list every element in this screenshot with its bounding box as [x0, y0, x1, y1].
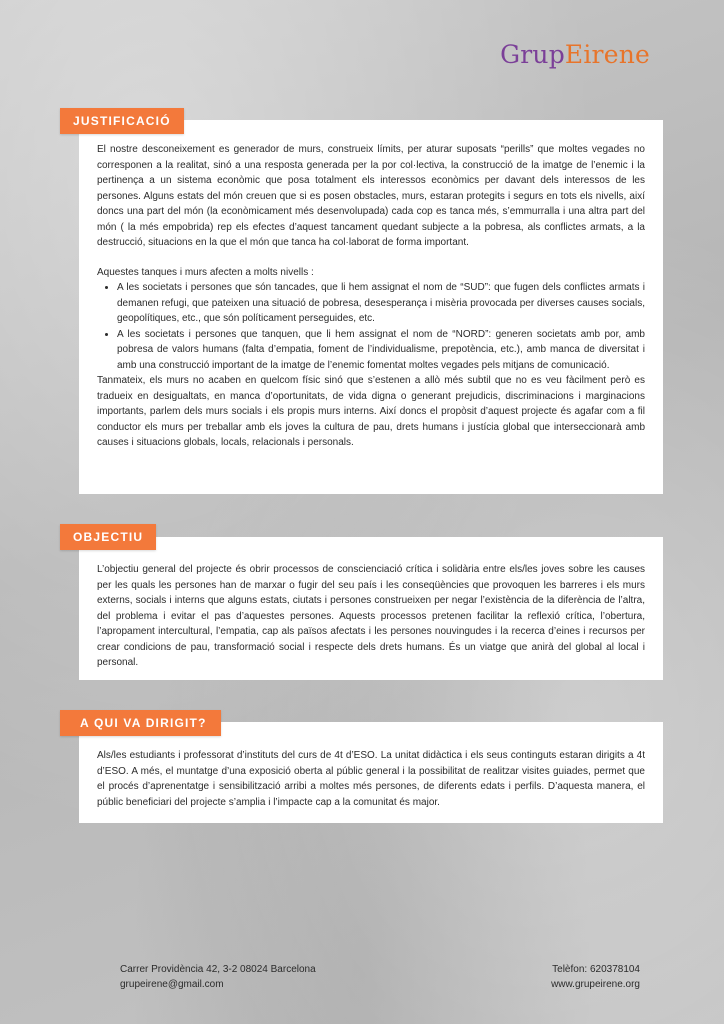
section-card-justificacio: [79, 120, 663, 494]
footer-address: Carrer Providència 42, 3-2 08024 Barcelona: [120, 964, 316, 975]
justificacio-paragraph-1: El nostre desconeixement es generador de murs, construeix límits, per aturar suposats “perills” que moltes vegades no corresponen a la realitat, sinó a una resposta generada per la por col·lectiva, la construcció de la imatge de l’enemic i la pertinença a un sistema econòmic que posa totalment els interessos econòmics per davant dels interessos de les persones. Alguns estats del món creuen que si es posen obstacles, murs, estaran protegits i segurs en tots els nivells, així doncs una part del món (la econòmicament més desenvolupada) cada cop es tanca més, s’emmurralla i una altra part del món ( la més empobrida) rep els efectes d’aquest tancament quedant subjecte a la pobresa, als conflictes armats, a la destrucció, situacions en la que el món que tanca ha col·laborat de forma important.: [97, 144, 645, 248]
logo-eirene-text: Eirene: [564, 40, 650, 69]
footer-email: grupeirene@gmail.com: [120, 979, 224, 990]
grup-eirene-logo: [500, 40, 650, 69]
list-item: • A les societats i persones que tanquen, que li hem assignat el nom de “NORD”: generen societats amb por, amb pobresa de valors humans (falta d’empatia, foment de l’individualisme, prepotència, etc.), amb manca de diversitat i amb una construcció important de la imatge de l’enemic fomentat moltes vegades pels mitjans de comunicació.: [117, 327, 645, 374]
section-label-a-qui-va-dirigit: A QUI VA DIRIGIT?: [60, 710, 221, 736]
objectiu-paragraph: L’objectiu general del projecte és obrir processos de conscienciació crítica i solidària entre els/les joves sobre les causes per les quals les persones han de marxar o fugir del seu país i les conseqüències que provoquen les barreres i els murs externs, socials i interns que alguns estats, ciutats i persones construeixen per negar l’existència de la diferència de l’altra, del problema i evitar el pas d’aquestes persones. Aquests processos pretenen facilitar la reflexió crítica, l’obertura, l’apropament intercultural, l’empatia, cap als països afectats i les persones nouvingudes i la recerca d’eines i recursos per crear condicions de pau, transformació social i respecte dels drets humans. És un viatge que anirà del global al local i personal.: [97, 564, 645, 668]
section-card-a-qui-va-dirigit: [79, 722, 663, 823]
a-qui-va-dirigit-paragraph: Als/les estudiants i professorat d’instituts del curs de 4t d’ESO. La unitat didàctica i els seus continguts estaran dirigits a 4t d’ESO. A més, el muntatge d’una exposició oberta al públic general i la possibilitat de realitzar visites guiades, permet que el procés d’aprenentatge i sensibilització arribi a moltes més persones, de diferents edats i perfils. D’aquesta manera, el públic beneficiari del projecte s’amplia i l’impacte cap a la comunitat és major.: [97, 750, 645, 808]
section-label-objectiu: OBJECTIU: [60, 524, 156, 550]
justificacio-paragraph-3: Tanmateix, els murs no acaben en quelcom físic sinó que s’estenen a allò més subtil que no es veu fàcilment però es tradueix en desigualtats, en manca d’oportunitats, de vida digna o generant prejudicis, discriminacions i marginacions importants, parlem dels murs socials i els propis murs interns. Així doncs el propòsit d’aquest projecte és agafar com a fil conductor els murs per treballar amb els joves la cultura de pau, drets humans i justícia global que interseccionarà amb causes i situacions globals, locals, relacionals i personals.: [97, 375, 645, 448]
justificacio-bullet-list: [97, 280, 645, 373]
justificacio-paragraph-2: Aquestes tanques i murs afecten a molts nivells :: [97, 266, 314, 278]
logo-grup-text: Grup: [500, 40, 565, 69]
section-label-justificacio: JUSTIFICACIÓ: [60, 108, 184, 134]
footer-website: www.grupeirene.org: [551, 979, 640, 990]
section-card-objectiu: [79, 537, 663, 680]
footer-contact-right: [551, 962, 640, 992]
footer-contact-left: [120, 962, 316, 992]
footer-phone: Telèfon: 620378104: [552, 964, 640, 975]
list-item: • A les societats i persones que són tancades, que li hem assignat el nom de “SUD”: que fugen dels conflictes armats i demanen refugi, que pateixen una situació de pobresa, desesperança i misèria provocada per diverses causes socials, geopolítiques, etc., que són políticament perseguides, etc.: [117, 280, 645, 327]
